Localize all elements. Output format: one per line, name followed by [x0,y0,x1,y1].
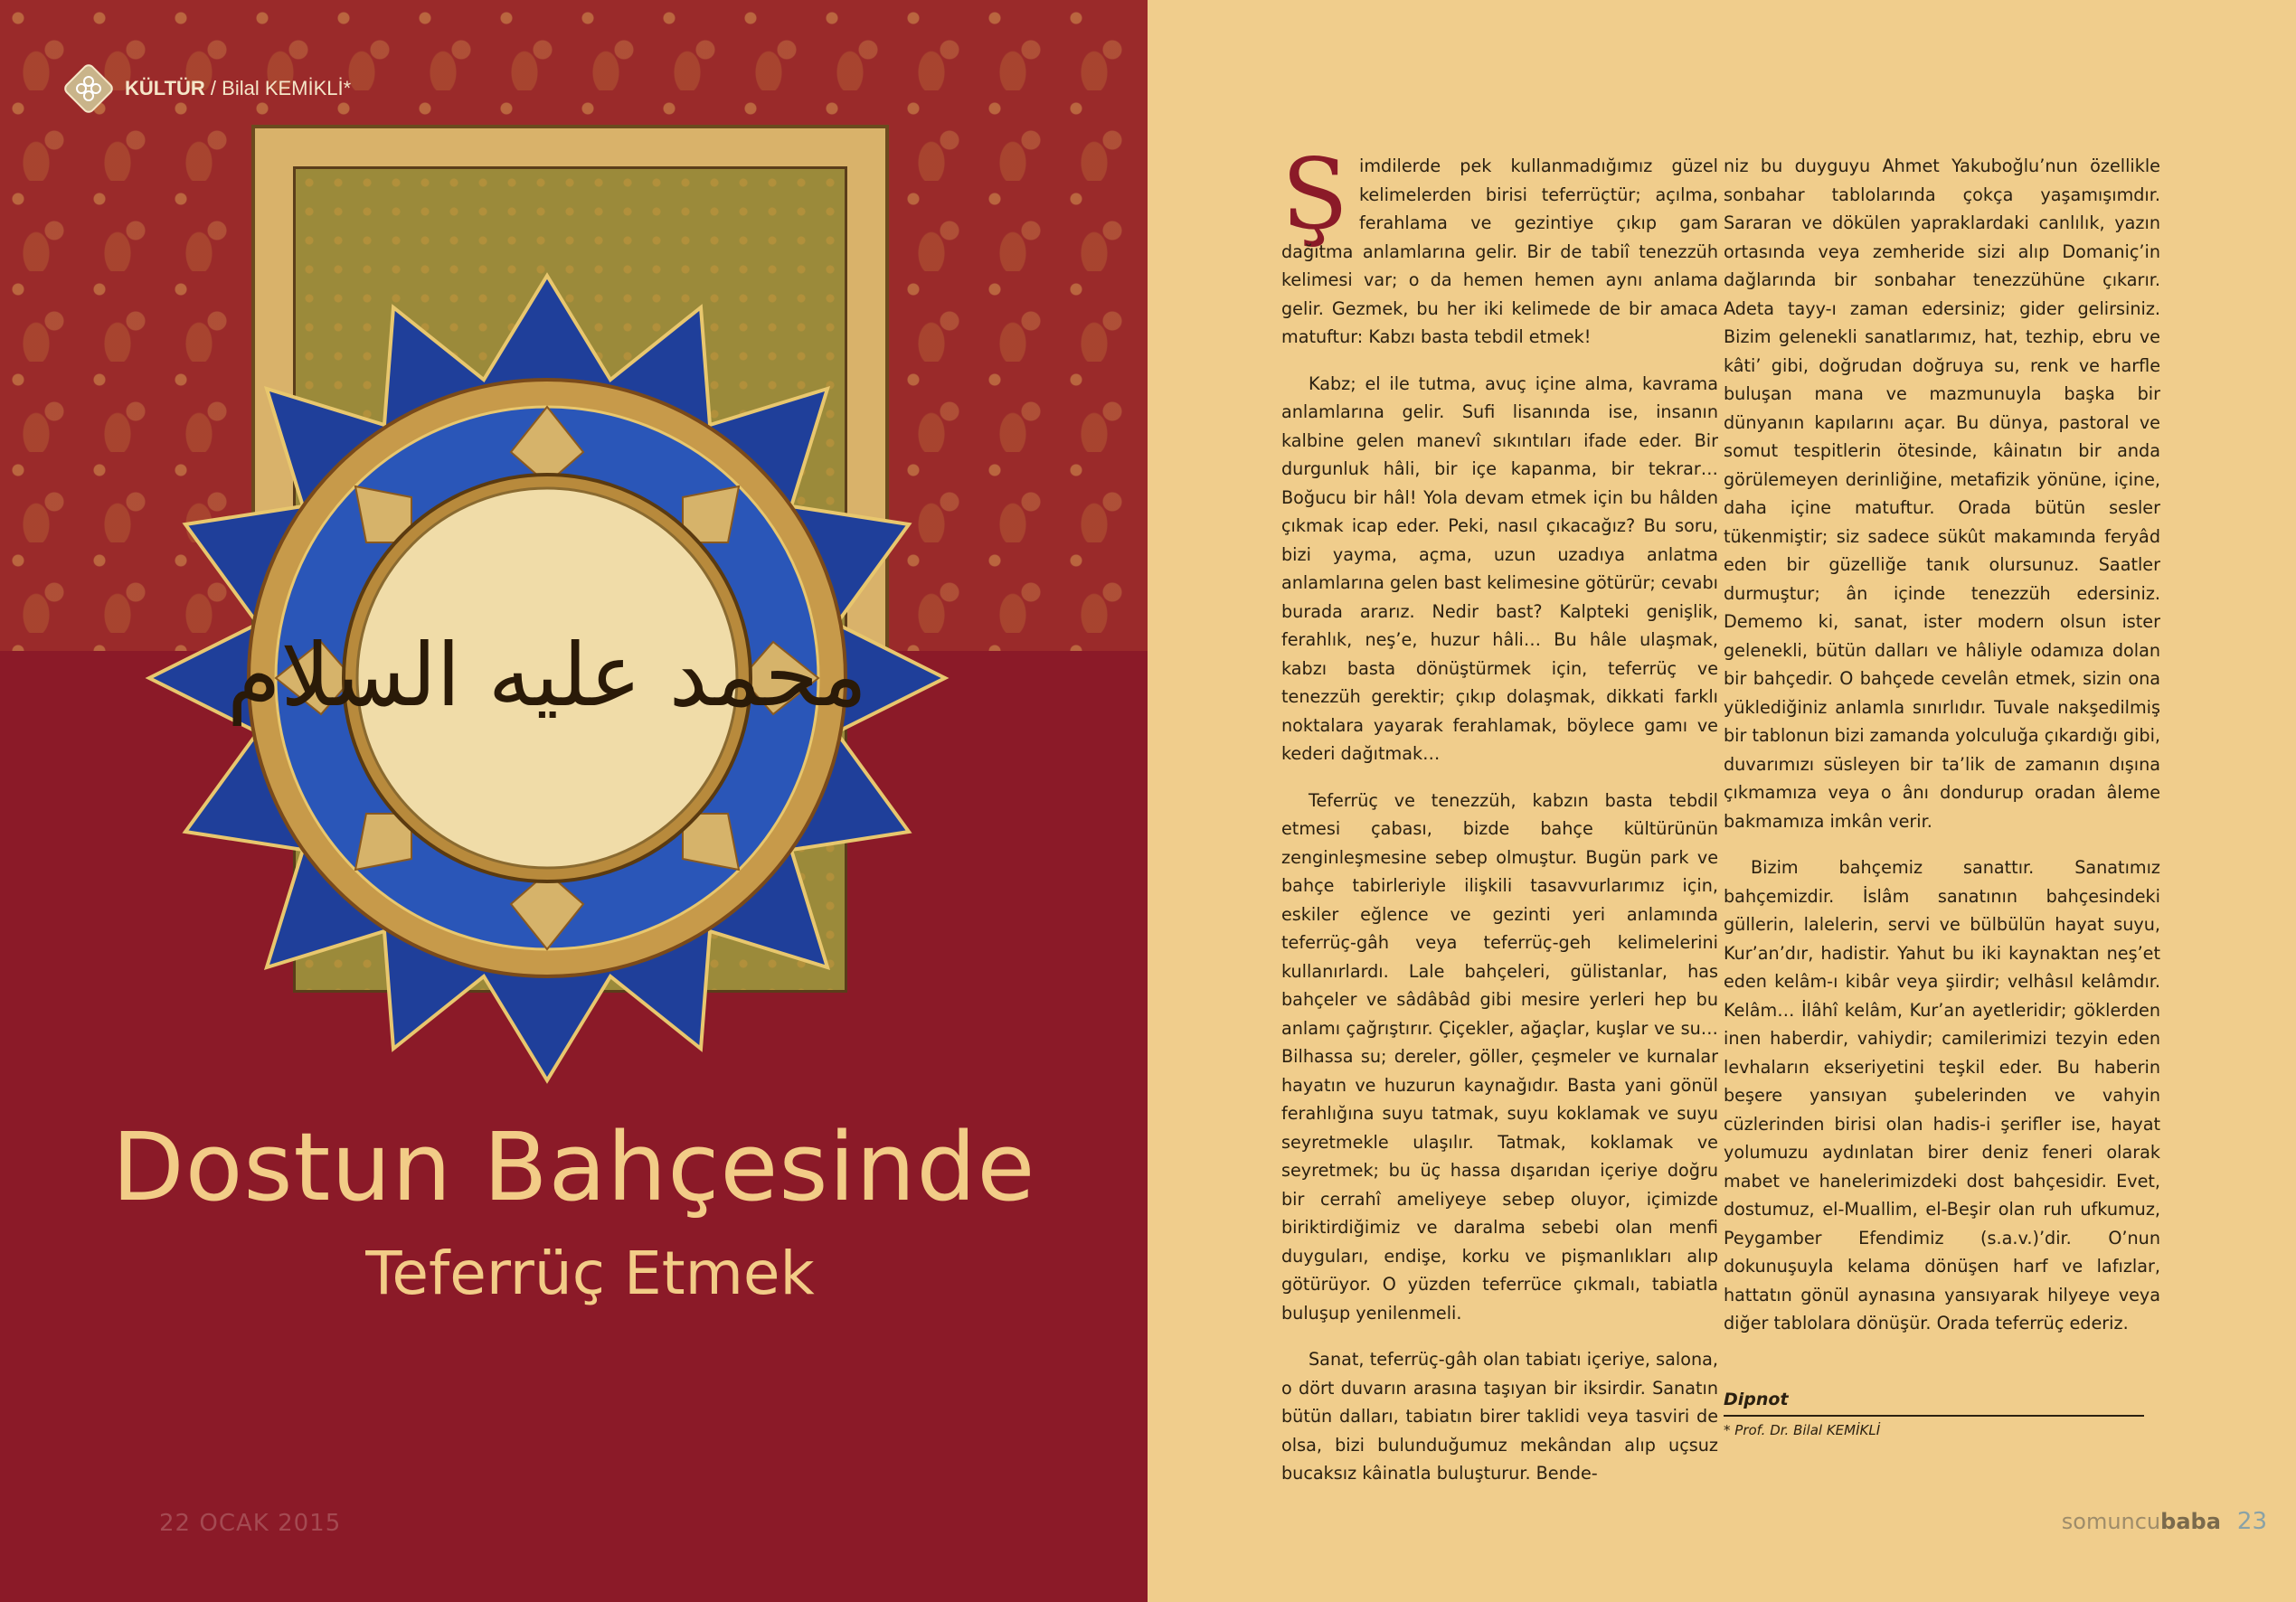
section-header [63,63,351,114]
drop-cap: Ş [1281,138,1348,251]
footnote-text: * Prof. Dr. Bilal KEMİKLİ [1724,1422,1881,1438]
section-label: KÜLTÜR [125,77,205,99]
right-page [1148,0,2296,1602]
page-number: 23 [2236,1508,2267,1535]
header-separator: / [204,77,222,99]
page-number: 22 [159,1510,192,1537]
paragraph: niz bu duyguyu Ahmet Yakuboğlu’nun özellikle sonbahar tablolarında çokça yaşamışımdır. Sararan ve dökülen yapraklardaki canlılık, yazın ortasında veya zemheride sizi alıp Domaniç’in dağlarında bir sonbahar tenezzühüne çıkarır. Adeta tayy-ı zaman edersiniz; gider gelirsiniz. Bizim gelenekli sanatlarımız, hat, tezhip, ebru ve kâti’ gibi, doğrudan doğruya su, renk ve harfle buluşan mana ve mazmunuyla başka bir dünyanın kapılarını açar. Bu dünya, pastoral ve somut tespitlerin ötesinde, kâinatın bir anda görülemeyen derinliğine, metafizik yönüne, içine, daha içine matuftur. Orada bütün sesler tükenmiştir; siz sadece sükût makamında feryâd eden bir güzelliğe tanık olursunuz. Saatler durmuştur; ân içinde tenezzüh edersiniz. Dememo ki, sanat, ister modern olsun ister gelenekli, bütün dalları ve hâliyle odamıza dolan bir bahçedir. O bahçede cevelân etmek, sizin ona yüklediğiniz anlamla sınırlıdır. Tuvale nakşedilmiş bir tablonun bizi zamanda yolculuğa çıkardığı gibi, duvarımızı süsleyen bir ta’lik de zamanın dışına çıkmamıza veya o ânı dondurup oradan âleme bakmamıza imkân verir. [1724,155,2160,832]
paragraph: Teferrüç ve tenezzüh, kabzın basta tebdil etmesi çabası, bizde bahçe kültürünün zenginleşmesine sebep olmuştur. Bugün park ve bahçe tabirleriyle ilişkili tasavvurlarımız için, eskiler eğlence ve gezinti yeri anlamında teferrüç-gâh veya teferrüç-geh kelimelerini kullanırlardı. Lale bahçeleri, gülistanlar, has bahçeler ve sâdâbâd gibi mesire yerleri hep bu anlamı çağrıştırır. Çiçekler, ağaçlar, kuşlar ve su… Bilhassa su; dereler, göller, çeşmeler ve kurnalar hayatın ve huzurun kaynağıdır. Basta yani gönül ferahlığına suyu tatmak, suyu koklamak ve suyu seyretmekle ulaşılır. Tatmak, koklamak ve seyretmek; bu üç hassa dışarıdan içeriye doğru bir cerrahî ameliyeye sebep oluyor, içimizde biriktirdiğimiz ve daralma sebebi olan menfi duyguları, endişe, korku ve pişmanlıkları alıp götürüyor. O yüzden teferrüce çıkmalı, tabiatla buluşup yenilenmeli. [1281,789,1718,1324]
paragraph: Bizim bahçemiz sanattır. Sanatımız bahçemizdir. İslâm sanatının bahçesindeki güllerin, lalelerin, servi ve bülbülün hayat suyu, Kur’an’dır, hadistir. Yahut bu iki kaynaktan neş’et eden kelâm-ı kibâr veya şiirdir; velhâsıl kelâmdır. Kelâm… İlâhî kelâm, Kur’an ayetleridir; göklerden inen haberdir, vahiydir; camilerimizi tezyin eden levhaların ekseriyetini teşkil eder. Bu haberin beşere yansıyan şubelerinden ve vahyin cüzlerinden birisi olan hadis-i şerifler ise, hayat yolumuzu aydınlatan birer deniz feneri olarak mabet ve hanelerimizdeki dost bahçesidir. Evet, dostumuz, el-Muallim, el-Beşir olan ruh ufkumuz, Peygamber Efendimiz (s.a.v.)’dir. O’nun dokunuşuyla kelama dönüşen harf ve lafızlar, hattatın gönül aynasına yansıyarak hilyeye veya diğer tablolara dönüşür. Orada teferrüç ederiz. [1724,857,2160,1333]
article-subtitle: Teferrüç Etmek [365,1239,815,1308]
author-name: Bilal KEMİKLİ* [222,77,352,99]
paragraph: Sanat, teferrüç-gâh olan tabiatı içeriye, salona, o dört duvarın arasına taşıyan bir iksirdir. Sanatın bütün dalları, tabiatın birer taklidi veya tasviri de olsa, bizi bulunduğumuz mekândan alıp uçsuz bucaksız kâinatla buluşturur. Bende- [1281,1349,1718,1484]
footnote-title: Dipnot [1724,1390,2144,1417]
folio-left [159,1510,341,1537]
magazine-logo: somuncubaba [2061,1509,2221,1534]
calligraphy-medallion [140,271,954,1085]
ornament-icon [63,63,114,114]
calligraphy-text: محمد عليه السلام [226,625,868,726]
paragraph: Şimdilerde pek kullanmadığımız güzel kelimelerden birisi teferrüçtür; açılma, ferahlama ve gezintiye çıkıp gam dağıtma anlamlarına gelir. Bir de tabiî tenezzüh kelimesi var; o da hemen hemen aynı anlama gelir. Gezmek, bu her iki kelimede de bir amaca matuftur: Kabzı basta tebdil etmek! [1281,138,1718,347]
article-column-2 [1724,152,2160,1356]
footnote [1724,1390,2144,1438]
folio-right [2062,1508,2267,1535]
paragraph: Kabz; el ile tutma, avuç içine alma, kavrama anlamlarına gelir. Sufi lisanında ise, insanın kalbine gelen manevî sıkıntıları ifade eder. Bir durgunluk hâli, bir içe kapanma, bir tekrar… Boğucu bir hâl! Yola devam etmek için bu hâlden çıkmak icap eder. Peki, nasıl çıkacağız? Bu soru, bizi yayma, açma, uzun uzadıya anlatma anlamlarına gelen bast kelimesine götürür; cevabı burada ararız. Nedir bast? Kalpteki genişlik, ferahlık, neş’e, huzur hâli… Bu hâle ulaşmak, kabzı basta dönüştürmek için, teferrüç ve tenezzüh gerektir; çıkıp dolaşmak, dikkati farklı noktalara yayarak ferahlamak, böylece gamı ve kederi dağıtmak… [1281,372,1718,764]
article-title: Dostun Bahçesinde [111,1112,1036,1222]
issue-date: OCAK 2015 [199,1510,342,1537]
article-column-1 [1281,138,1718,1506]
